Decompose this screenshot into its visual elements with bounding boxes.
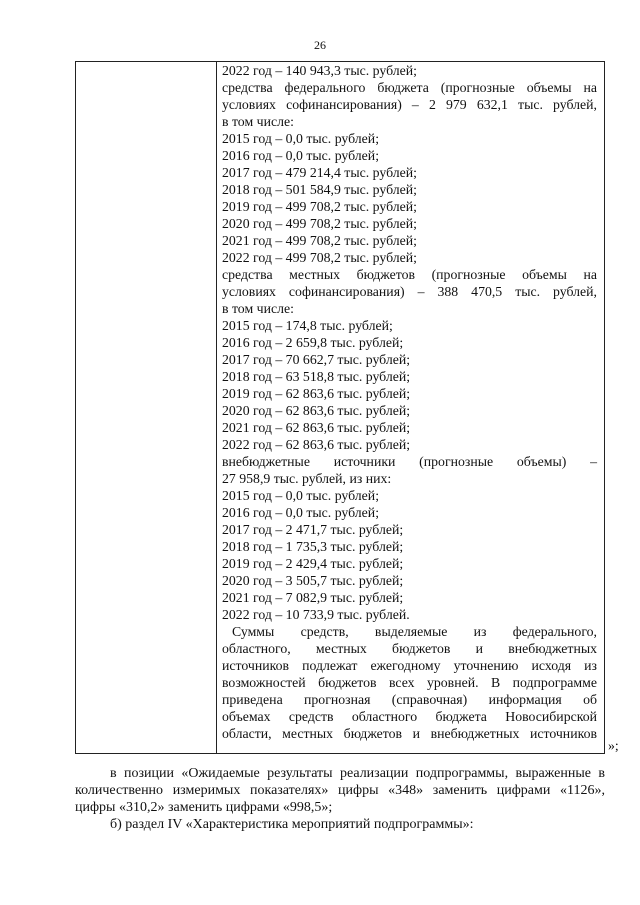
table-line: 2018 год – 63 518,8 тыс. рублей; bbox=[222, 369, 411, 384]
table-line: 2020 год – 62 863,6 тыс. рублей; bbox=[222, 403, 411, 418]
table-line: 2019 год – 62 863,6 тыс. рублей; bbox=[222, 386, 411, 401]
table-line: 2022 год – 499 708,2 тыс. рублей; bbox=[222, 250, 417, 265]
table-line: 27 958,9 тыс. рублей, из них: bbox=[222, 471, 392, 486]
table-line: 2017 год – 70 662,7 тыс. рублей; bbox=[222, 352, 411, 367]
table-line: 2022 год – 10 733,9 тыс. рублей. bbox=[222, 607, 410, 622]
table-line: 2018 год – 1 735,3 тыс. рублей; bbox=[222, 539, 404, 554]
table-line: 2016 год – 2 659,8 тыс. рублей; bbox=[222, 335, 404, 350]
table-line: 2015 год – 174,8 тыс. рублей; bbox=[222, 318, 393, 333]
column-divider bbox=[216, 62, 217, 753]
table-line: Суммы средств, выделяемые из федерального, bbox=[232, 624, 597, 639]
table-line: 2018 год – 501 584,9 тыс. рублей; bbox=[222, 182, 417, 197]
table-line: возможностей бюджетов всех уровней. В подпрограмме bbox=[222, 675, 597, 690]
table-line: области, местных бюджетов и внебюджетных источников bbox=[222, 726, 597, 741]
paragraph-expected-results: в позиции «Ожидаемые результаты реализации подпрограммы, выраженные в количественно измеримых показателях» цифры «348» заменить цифрами «1126», цифры «310,2» заменить цифрами «998,5»; bbox=[75, 766, 605, 815]
document-body bbox=[75, 765, 605, 833]
table-line: условиях софинансирования) – 388 470,5 тыс. рублей, bbox=[222, 284, 597, 299]
closing-quote-mark: »; bbox=[608, 738, 619, 753]
table-line: приведена прогнозная (справочная) информация об bbox=[222, 692, 597, 707]
table-line: 2022 год – 62 863,6 тыс. рублей; bbox=[222, 437, 411, 452]
table-line: в том числе: bbox=[222, 114, 294, 129]
table-line: 2021 год – 62 863,6 тыс. рублей; bbox=[222, 420, 411, 435]
table-line: 2019 год – 2 429,4 тыс. рублей; bbox=[222, 556, 404, 571]
table-line: в том числе: bbox=[222, 301, 294, 316]
table-line: 2022 год – 140 943,3 тыс. рублей; bbox=[222, 63, 417, 78]
table-line: 2020 год – 3 505,7 тыс. рублей; bbox=[222, 573, 404, 588]
table-line: 2017 год – 2 471,7 тыс. рублей; bbox=[222, 522, 404, 537]
table-line: 2020 год – 499 708,2 тыс. рублей; bbox=[222, 216, 417, 231]
table-line: 2015 год – 0,0 тыс. рублей; bbox=[222, 131, 380, 146]
table-line: средства федерального бюджета (прогнозные объемы на bbox=[222, 80, 597, 95]
table-line: средства местных бюджетов (прогнозные объемы на bbox=[222, 267, 597, 282]
table-line: 2017 год – 479 214,4 тыс. рублей; bbox=[222, 165, 417, 180]
table-line: источников подлежат ежегодному уточнению исходя из bbox=[222, 658, 597, 673]
table-line: 2021 год – 499 708,2 тыс. рублей; bbox=[222, 233, 417, 248]
table-line: 2015 год – 0,0 тыс. рублей; bbox=[222, 488, 380, 503]
table-line: объемах средств областного бюджета Новосибирской bbox=[222, 709, 597, 724]
funding-table bbox=[75, 61, 605, 754]
page-number: 26 bbox=[314, 38, 326, 52]
table-line: 2016 год – 0,0 тыс. рублей; bbox=[222, 148, 380, 163]
paragraph-section-iv: б) раздел IV «Характеристика мероприятий подпрограммы»: bbox=[110, 817, 474, 832]
table-line: условиях софинансирования) – 2 979 632,1 тыс. рублей, bbox=[222, 97, 597, 112]
table-line: 2019 год – 499 708,2 тыс. рублей; bbox=[222, 199, 417, 214]
table-line: 2021 год – 7 082,9 тыс. рублей; bbox=[222, 590, 404, 605]
funding-cell bbox=[222, 62, 597, 742]
table-line: 2016 год – 0,0 тыс. рублей; bbox=[222, 505, 380, 520]
table-line: внебюджетные источники (прогнозные объемы) – bbox=[222, 454, 597, 469]
table-line: областного, местных бюджетов и внебюджетных bbox=[222, 641, 597, 656]
